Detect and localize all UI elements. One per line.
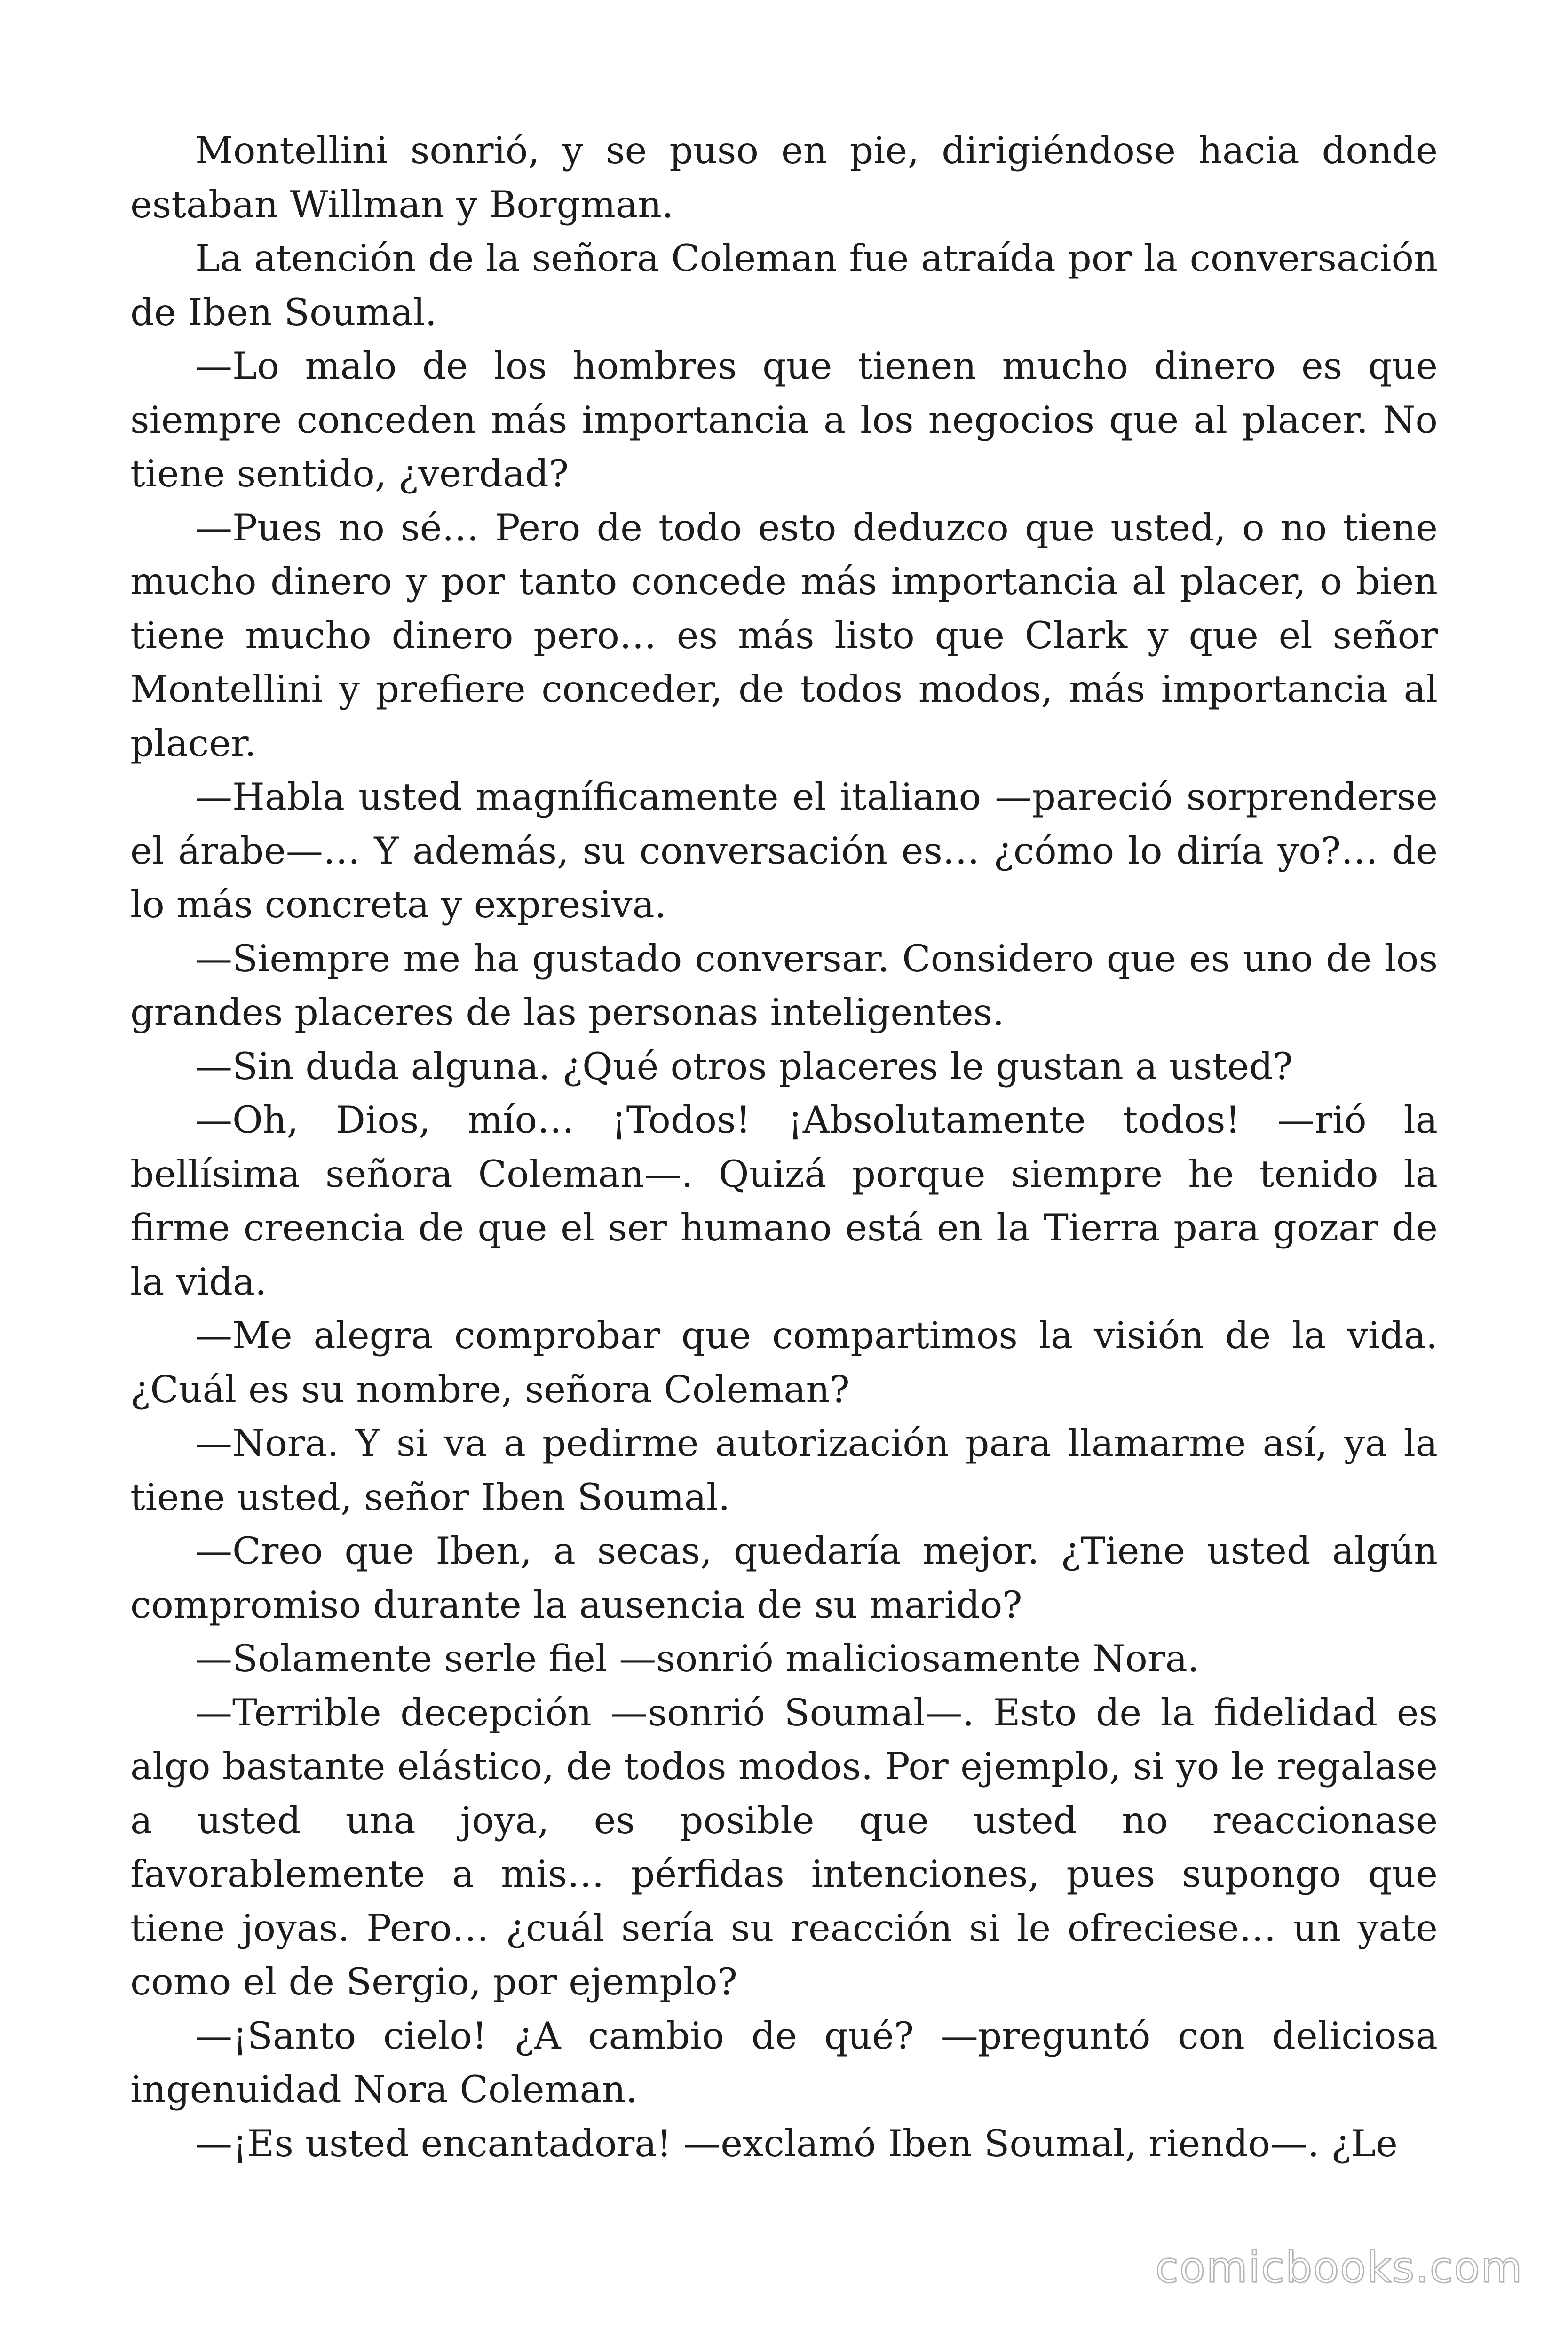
paragraph: —Solamente serle fiel —sonrió maliciosamente Nora. [195,1637,1199,1680]
paragraph: —Nora. Y si va a pedirme autorización para llamarme así, ya la tiene usted, señor Iben Soumal. [130,1422,1438,1519]
paragraph: —Me alegra comprobar que compartimos la visión de la vida. ¿Cuál es su nombre, señora Coleman? [130,1314,1438,1411]
paragraph: Montellini sonrió, y se puso en pie, dirigiéndose hacia donde estaban Willman y Borgman. [130,129,1438,226]
paragraph: —Sin duda alguna. ¿Qué otros placeres le gustan a usted? [195,1044,1293,1088]
paragraph: —Terrible decepción —sonrió Soumal—. Esto de la fidelidad es algo bastante elástico, de todos modos. Por ejemplo, si yo le regalase a usted una joya, es posible que usted no reaccionase favorablemente a mis… pérfidas intenciones, pues supongo que tiene joyas. Pero… ¿cuál sería su reacción si le ofreciese… un yate como el de Sergio, por ejemplo? [130,1691,1438,2003]
paragraph: —Oh, Dios, mío… ¡Todos! ¡Absolutamente todos! —rió la bellísima señora Coleman—. Quizá porque siempre he tenido la firme creencia de que el ser humano está en la Tierra para gozar de la vida. [130,1098,1438,1303]
paragraph: —Pues no sé… Pero de todo esto deduzco que usted, o no tiene mucho dinero y por tanto concede más importancia al placer, o bien tiene mucho dinero pero… es más listo que Clark y que el señor Montellini y prefiere conceder, de todos modos, más importancia al placer. [130,506,1438,765]
paragraph: —Habla usted magníficamente el italiano —pareció sorprenderse el árabe—… Y además, su conversación es… ¿cómo lo diría yo?… de lo más concreta y expresiva. [130,775,1438,926]
paragraph: La atención de la señora Coleman fue atraída por la conversación de Iben Soumal. [130,237,1438,334]
paragraph: —Lo malo de los hombres que tienen mucho dinero es que siempre conceden más importancia a los negocios que al placer. No tiene sentido, ¿verdad? [130,344,1438,495]
page-body [130,124,1438,2170]
paragraph: —¡Santo cielo! ¿A cambio de qué? —preguntó con deliciosa ingenuidad Nora Coleman. [130,2014,1438,2111]
paragraph: —¡Es usted encantadora! —exclamó Iben Soumal, riendo—. ¿Le [195,2122,1398,2165]
watermark-logo: comicbooks.com [1155,2243,1523,2292]
paragraph: —Creo que Iben, a secas, quedaría mejor. ¿Tiene usted algún compromiso durante la ausencia de su marido? [130,1529,1438,1627]
paragraph: —Siempre me ha gustado conversar. Considero que es uno de los grandes placeres de las personas inteligentes. [130,937,1438,1034]
